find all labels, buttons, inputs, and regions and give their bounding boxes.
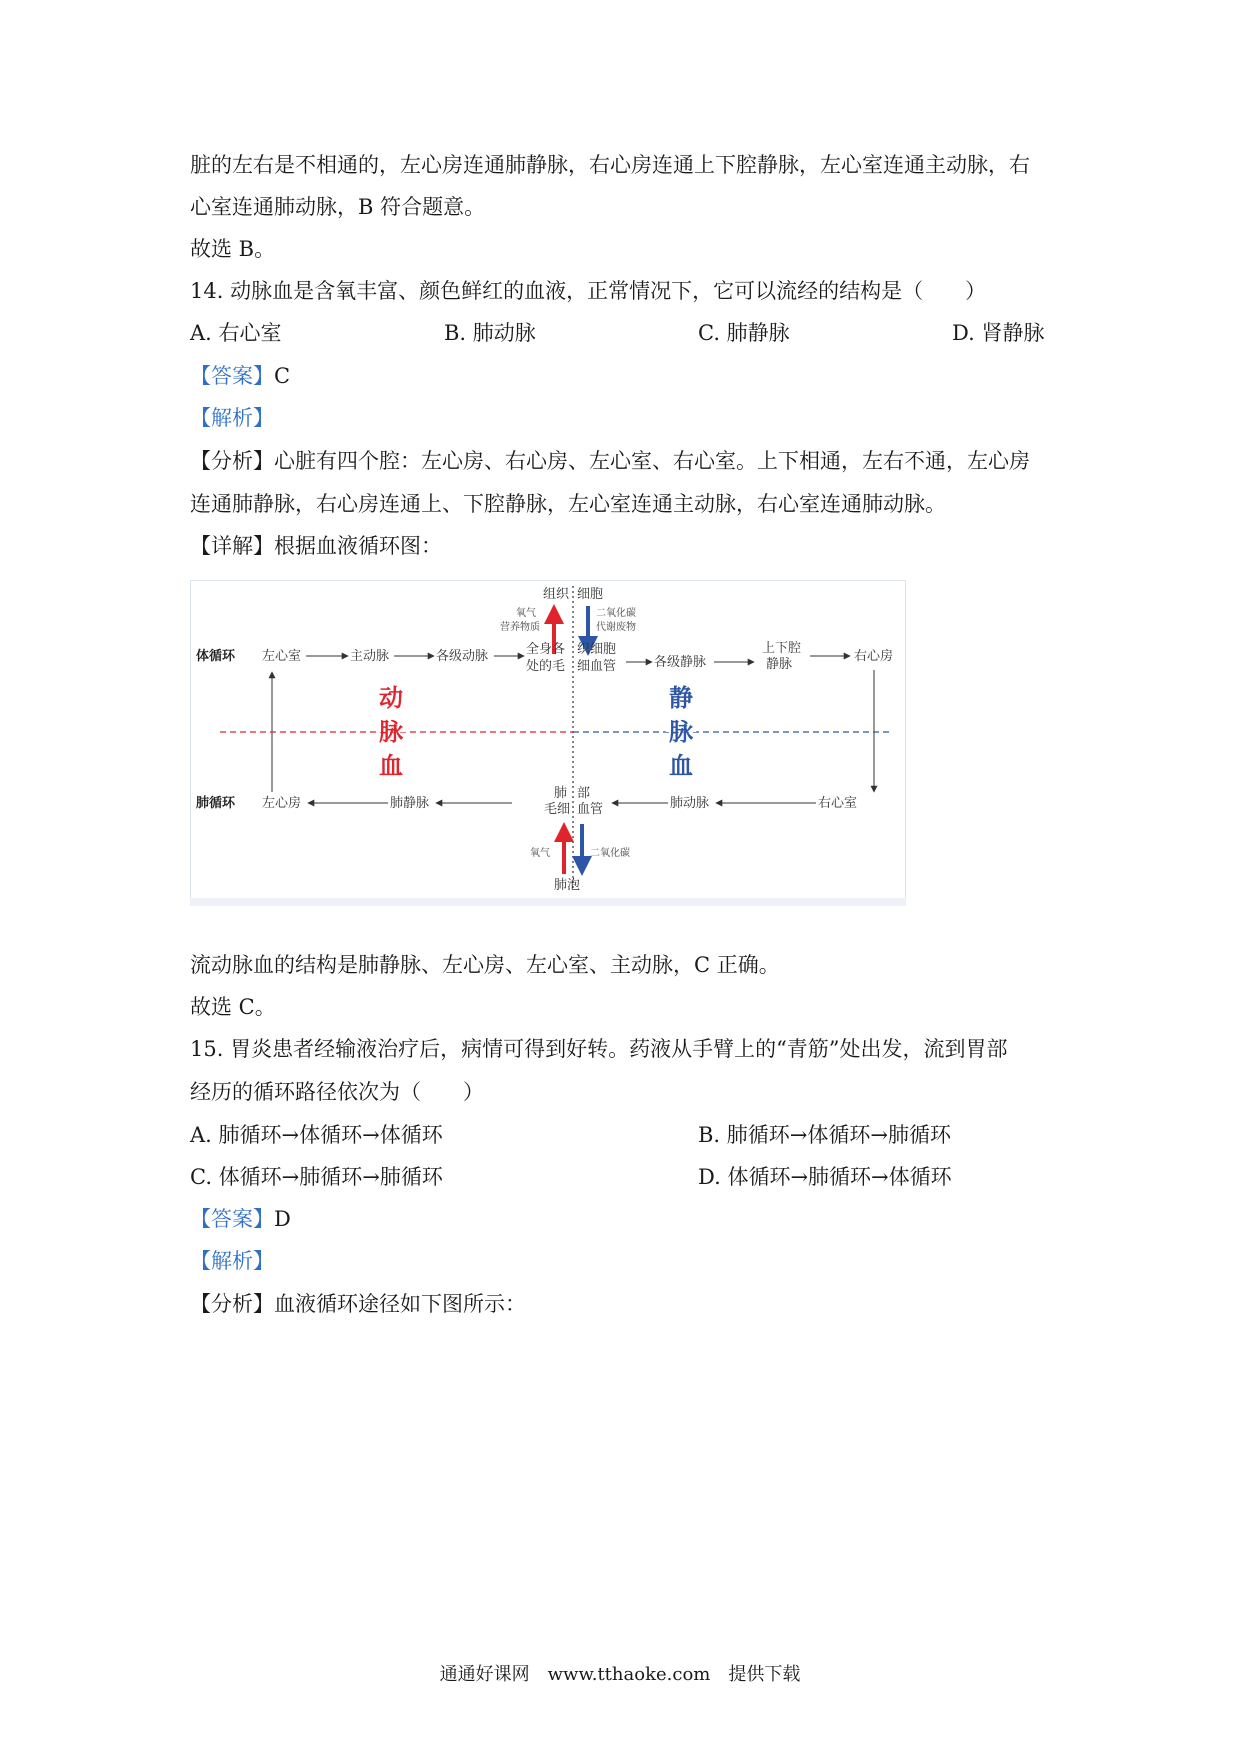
row-label-systemic: 体循环 (196, 649, 236, 664)
q14-option-c: C. 肺静脉 (698, 321, 790, 345)
q14-choose: 故选 C。 (190, 995, 276, 1019)
page-footer: 通通好课网 www.tthaoke.com 提供下载 (439, 1664, 801, 1685)
node-lung-cap-3: 毛细 (544, 802, 571, 817)
blood-circulation-diagram (190, 580, 906, 906)
node-vena-cava-1: 上下腔 (762, 641, 802, 656)
node-left-ventricle: 左心室 (262, 649, 302, 664)
q15-option-a: A. 肺循环→体循环→体循环 (190, 1123, 443, 1147)
row-label-pulmonary: 肺循环 (196, 796, 236, 811)
node-capillary-3: 织细胞 (577, 642, 617, 657)
text-line: 脏的左右是不相通的，左心房连通肺静脉，右心房连通上下腔静脉，左心室连通主动脉，右 (190, 153, 1030, 177)
q14-fenxi-1 (190, 446, 1030, 476)
venous-char-3: 血 (669, 752, 693, 780)
diagram-svg (190, 580, 906, 906)
q15-analysis-tag: 【解析】 (190, 1249, 274, 1273)
node-pulmonary-vein: 肺静脉 (390, 796, 430, 811)
top-label-tissue: 组织 (543, 587, 570, 602)
node-capillary-1: 全身各 (526, 642, 566, 657)
answer-tag: 【答案】 (190, 1207, 274, 1231)
fenxi-text: 心脏有四个腔：左心房、右心房、左心室、右心室。上下相通，左右不通，左心房 (274, 449, 1030, 473)
node-arteries: 各级动脉 (436, 649, 489, 664)
q14-xiangjie (190, 531, 442, 561)
q14-option-d: D. 肾静脉 (952, 321, 1045, 345)
node-vena-cava-2: 静脉 (766, 657, 793, 672)
top-label-cells: 细胞 (577, 587, 604, 602)
label-nutrients: 营养物质 (500, 622, 540, 633)
label-lung-co2: 二氧化碳 (590, 848, 630, 859)
node-capillary-4: 细血管 (577, 659, 617, 674)
question-15-stem-2: 经历的循环路径依次为（ ） (190, 1080, 484, 1104)
venous-char-1: 静 (669, 684, 693, 712)
fenxi-tag: 【分析】 (190, 1292, 274, 1316)
xiangjie-text: 根据血液循环图： (274, 534, 442, 558)
venous-char-2: 脉 (669, 718, 693, 746)
q15-fenxi (190, 1289, 526, 1319)
label-co2: 二氧化碳 (596, 608, 636, 619)
node-capillary-2: 处的毛 (526, 659, 566, 674)
node-right-atrium: 右心房 (854, 649, 894, 664)
q14-conclusion: 流动脉血的结构是肺静脉、左心房、左心室、主动脉，C 正确。 (190, 953, 780, 977)
q14-option-a: A. 右心室 (190, 321, 282, 345)
label-alveoli: 肺泡 (554, 878, 581, 893)
question-15-stem-1: 15. 胃炎患者经输液治疗后，病情可得到好转。药液从手臂上的“青筋”处出发，流到胃部 (190, 1037, 1008, 1061)
fenxi-text: 血液循环途径如下图所示： (274, 1292, 526, 1316)
text-line: 心室连通肺动脉，B 符合题意。 (190, 195, 486, 219)
q14-analysis-tag: 【解析】 (190, 406, 274, 430)
node-lung-cap-2: 部 (577, 786, 591, 801)
arterial-char-1: 动 (379, 684, 403, 712)
node-pulmonary-artery: 肺动脉 (670, 796, 710, 811)
node-lung-cap-1: 肺 (554, 786, 568, 801)
xiangjie-tag: 【详解】 (190, 534, 274, 558)
node-veins: 各级静脉 (654, 655, 707, 670)
node-left-atrium: 左心房 (262, 796, 302, 811)
q15-option-c: C. 体循环→肺循环→肺循环 (190, 1165, 443, 1189)
node-lung-cap-4: 血管 (577, 802, 604, 817)
answer-value: C (274, 364, 291, 388)
answer-value: D (274, 1207, 291, 1231)
arterial-char-3: 血 (379, 752, 403, 780)
answer-tag: 【答案】 (190, 364, 274, 388)
fenxi-tag: 【分析】 (190, 449, 274, 473)
q14-fenxi-2: 连通肺静脉，右心房连通上、下腔静脉，左心室连通主动脉，右心室连通肺动脉。 (190, 492, 946, 516)
text-line: 故选 B。 (190, 237, 276, 261)
arterial-char-2: 脉 (379, 718, 403, 746)
question-14-stem: 14. 动脉血是含氧丰富、颜色鲜红的血液，正常情况下，它可以流经的结构是（ ） (190, 279, 987, 303)
node-right-ventricle: 右心室 (818, 796, 858, 811)
q15-answer (190, 1204, 291, 1234)
node-aorta: 主动脉 (350, 649, 390, 664)
q15-option-d: D. 体循环→肺循环→体循环 (698, 1165, 952, 1189)
diagram-bottom-band (190, 898, 906, 906)
label-oxygen: 氧气 (516, 608, 536, 619)
q14-option-b: B. 肺动脉 (444, 321, 536, 345)
label-waste: 代谢废物 (596, 622, 636, 633)
label-lung-oxygen: 氧气 (530, 848, 550, 859)
q14-answer (190, 361, 290, 391)
q15-option-b: B. 肺循环→体循环→肺循环 (698, 1123, 951, 1147)
